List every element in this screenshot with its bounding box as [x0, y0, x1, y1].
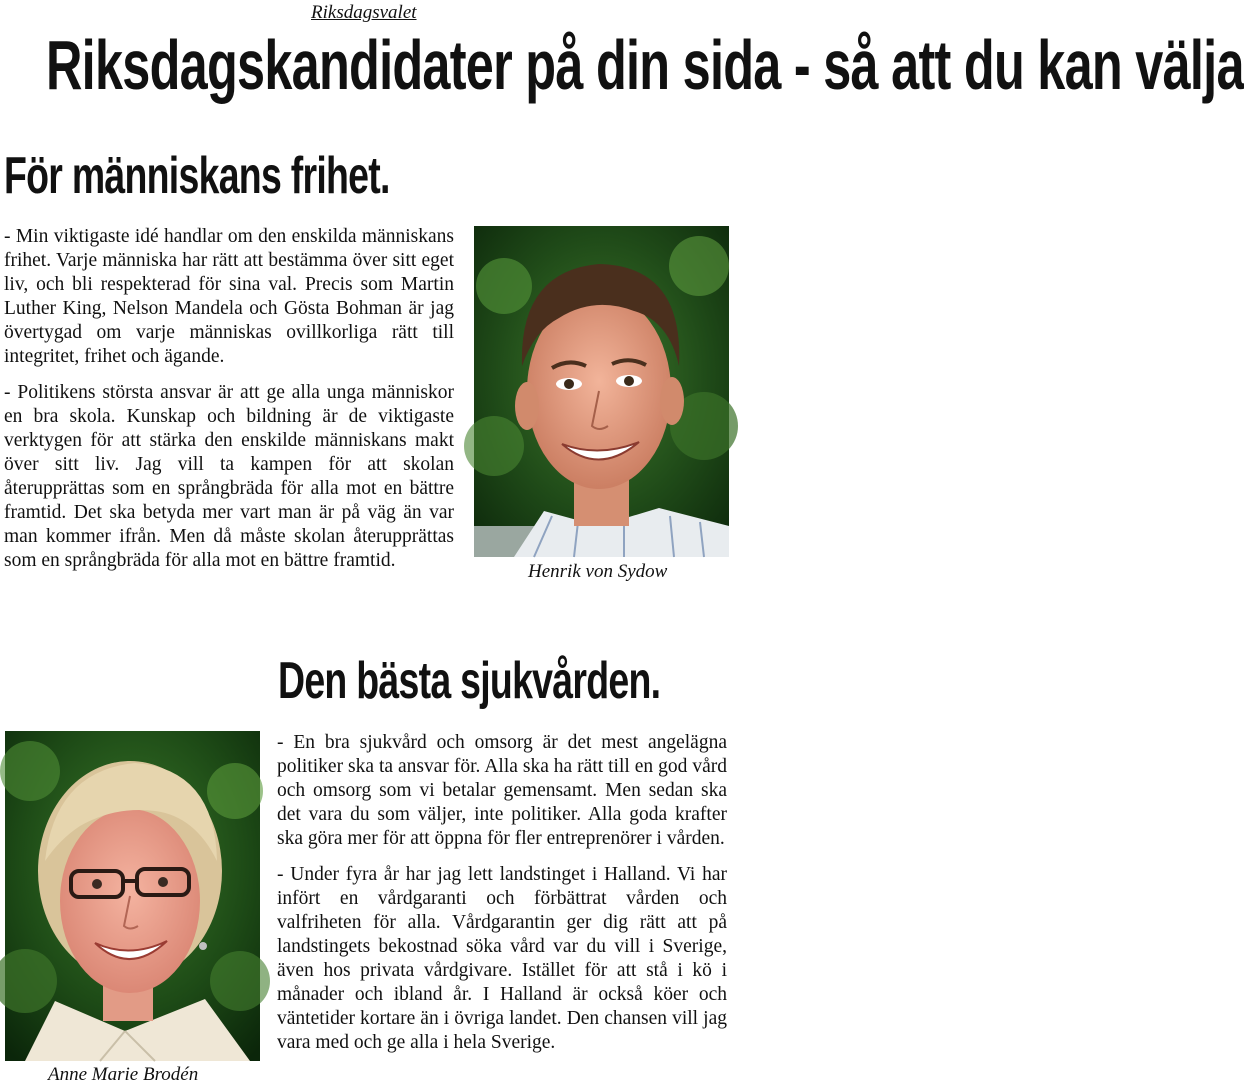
- section-kicker: Riksdagsvalet: [311, 2, 417, 23]
- page-headline: Riksdagskandidater på din sida - så att du kan välja: [46, 26, 1244, 104]
- portrait-photo-man: [474, 226, 729, 557]
- photo-caption: Anne Marie Brodén: [48, 1064, 199, 1085]
- article-body-frihet: [4, 225, 454, 585]
- section-title-frihet: För människans frihet.: [4, 147, 390, 205]
- paragraph: - Politikens största ansvar är att ge alla unga människor en bra skola. Kunskap och bildning är de viktigaste verktygen för att stärka den enskilde människans makt över sitt liv. Jag vill ta kampen för att skolan återupprättas som en språngbräda för alla mot en bättre framtid. Det ska betyda mer vart man är på väg än var man kommer ifrån. Men då måste skolan återupprättas som en språngbräda för alla mot en bättre framtid.: [4, 382, 454, 571]
- paragraph: - Min viktigaste idé handlar om den enskilda människans frihet. Varje människa har rätt att bestämma över sitt eget liv, och bli respekterad för sina val. Precis som Martin Luther King, Nelson Mandela och Gösta Bohman är jag övertygad om varje människas ovillkorliga rätt till integritet, frihet och ägande.: [4, 226, 454, 367]
- paragraph: - Under fyra år har jag lett landstinget i Halland. Vi har infört en vårdgaranti och förbättrat vården och valfriheten för alla. Vårdgarantin ger dig rätt att på landstingets bekostnad söka vård var du vill i Sverige, även hos privata vårdgivare. Istället för att stå i kö i månader och ibland år. I Halland är också köer och väntetider kortare än i övriga landet. Den chansen vill jag vara med och ge alla i hela Sverige.: [277, 864, 727, 1053]
- portrait-photo-woman: [5, 731, 260, 1061]
- article-body-sjukvard: [277, 731, 727, 1067]
- photo-caption: Henrik von Sydow: [528, 561, 668, 582]
- paragraph: - En bra sjukvård och omsorg är det mest angelägna politiker ska ta ansvar för. Alla ska ha rätt till en god vård och omsorg som vi betalar gemensamt. Men sedan ska det vara du som väljer, inte politiker. Alla goda krafter ska göra mer för att öppna för fler entreprenörer i vården.: [277, 732, 727, 849]
- section-title-sjukvard: Den bästa sjukvården.: [278, 652, 661, 710]
